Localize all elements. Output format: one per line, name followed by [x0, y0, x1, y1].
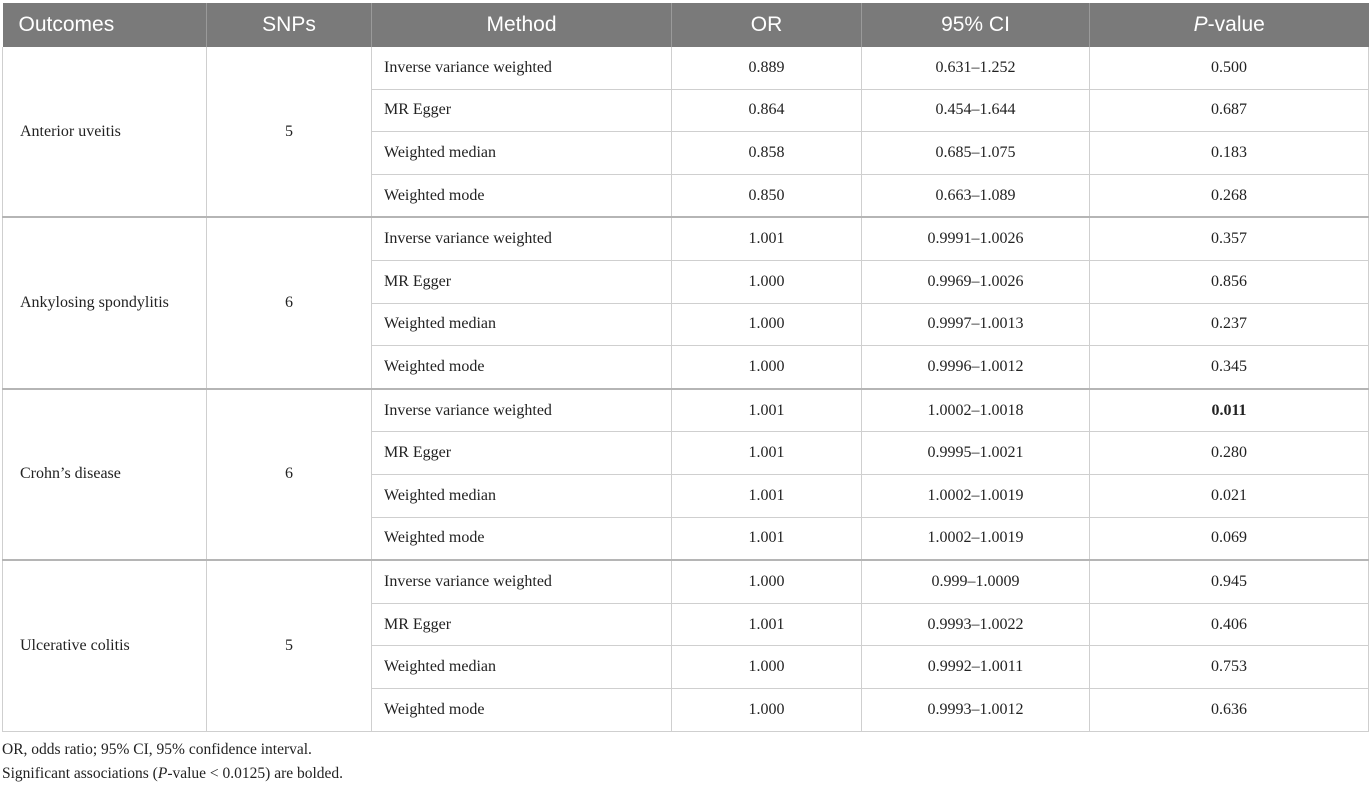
- p-value-cell: 0.183: [1090, 132, 1369, 175]
- or-cell: 1.000: [672, 560, 862, 603]
- outcome-cell: Anterior uveitis: [3, 47, 207, 217]
- footnote-significance: [2, 762, 343, 786]
- or-cell: 1.000: [672, 303, 862, 346]
- method-cell: Inverse variance weighted: [372, 47, 672, 89]
- or-cell: 0.889: [672, 47, 862, 89]
- or-cell: 1.001: [672, 474, 862, 517]
- p-value-cell: 0.357: [1090, 217, 1369, 260]
- or-cell: 1.000: [672, 688, 862, 731]
- or-cell: 1.000: [672, 260, 862, 303]
- method-cell: Inverse variance weighted: [372, 560, 672, 603]
- ci-cell: 0.9993–1.0022: [862, 603, 1090, 646]
- header-p-value: [1090, 3, 1369, 47]
- p-value-cell: 0.069: [1090, 517, 1369, 560]
- p-value-cell: 0.856: [1090, 260, 1369, 303]
- method-cell: Inverse variance weighted: [372, 217, 672, 260]
- outcome-cell: Ankylosing spondylitis: [3, 217, 207, 388]
- header-row: [3, 3, 1369, 47]
- footnote-significance-post: -value < 0.0125) are bolded.: [167, 765, 344, 782]
- results-table: [2, 3, 1369, 732]
- ci-cell: 0.685–1.075: [862, 132, 1090, 175]
- or-cell: 1.000: [672, 646, 862, 689]
- snps-cell: 6: [207, 389, 372, 560]
- header-p-rest: -value: [1207, 13, 1265, 36]
- p-value-cell: 0.237: [1090, 303, 1369, 346]
- table-row: [3, 560, 1369, 603]
- ci-cell: 1.0002–1.0019: [862, 474, 1090, 517]
- method-cell: MR Egger: [372, 260, 672, 303]
- ci-cell: 0.663–1.089: [862, 174, 1090, 217]
- snps-cell: 5: [207, 47, 372, 217]
- ci-cell: 1.0002–1.0018: [862, 389, 1090, 432]
- table-footnotes: [2, 738, 343, 786]
- method-cell: Weighted mode: [372, 688, 672, 731]
- method-cell: Weighted mode: [372, 346, 672, 389]
- header-ci: 95% CI: [862, 3, 1090, 47]
- ci-cell: 0.9995–1.0021: [862, 432, 1090, 475]
- or-cell: 1.001: [672, 389, 862, 432]
- or-cell: 1.001: [672, 217, 862, 260]
- p-value-cell: 0.280: [1090, 432, 1369, 475]
- outcome-cell: Crohn’s disease: [3, 389, 207, 560]
- ci-cell: 0.9992–1.0011: [862, 646, 1090, 689]
- footnote-abbreviations: OR, odds ratio; 95% CI, 95% confidence interval.: [2, 741, 312, 758]
- p-value-cell: 0.021: [1090, 474, 1369, 517]
- or-cell: 1.001: [672, 603, 862, 646]
- p-value-cell: 0.345: [1090, 346, 1369, 389]
- ci-cell: 0.9969–1.0026: [862, 260, 1090, 303]
- method-cell: Weighted median: [372, 646, 672, 689]
- method-cell: MR Egger: [372, 432, 672, 475]
- p-value-cell: 0.268: [1090, 174, 1369, 217]
- ci-cell: 0.9993–1.0012: [862, 688, 1090, 731]
- header-p-italic: P: [1193, 13, 1208, 36]
- method-cell: MR Egger: [372, 89, 672, 132]
- header-snps: SNPs: [207, 3, 372, 47]
- footnote-significance-italic: P: [157, 765, 168, 782]
- method-cell: Weighted median: [372, 132, 672, 175]
- header-method: Method: [372, 3, 672, 47]
- method-cell: Weighted median: [372, 474, 672, 517]
- header-or: OR: [672, 3, 862, 47]
- or-cell: 1.001: [672, 432, 862, 475]
- ci-cell: 0.9991–1.0026: [862, 217, 1090, 260]
- method-cell: Weighted median: [372, 303, 672, 346]
- outcome-cell: Ulcerative colitis: [3, 560, 207, 731]
- ci-cell: 0.9996–1.0012: [862, 346, 1090, 389]
- or-cell: 0.858: [672, 132, 862, 175]
- table-row: [3, 217, 1369, 260]
- ci-cell: 1.0002–1.0019: [862, 517, 1090, 560]
- method-cell: Weighted mode: [372, 174, 672, 217]
- ci-cell: 0.9997–1.0013: [862, 303, 1090, 346]
- or-cell: 1.001: [672, 517, 862, 560]
- method-cell: Weighted mode: [372, 517, 672, 560]
- p-value-cell: 0.753: [1090, 646, 1369, 689]
- table-row: [3, 389, 1369, 432]
- table-row: [3, 47, 1369, 89]
- method-cell: MR Egger: [372, 603, 672, 646]
- p-value-cell: 0.500: [1090, 47, 1369, 89]
- table-body: [3, 47, 1369, 731]
- or-cell: 0.864: [672, 89, 862, 132]
- p-value-cell: 0.406: [1090, 603, 1369, 646]
- p-value-cell: 0.011: [1090, 389, 1369, 432]
- p-value-cell: 0.945: [1090, 560, 1369, 603]
- snps-cell: 6: [207, 217, 372, 388]
- or-cell: 0.850: [672, 174, 862, 217]
- method-cell: Inverse variance weighted: [372, 389, 672, 432]
- ci-cell: 0.999–1.0009: [862, 560, 1090, 603]
- or-cell: 1.000: [672, 346, 862, 389]
- footnote-significance-pre: Significant associations (: [2, 765, 158, 782]
- snps-cell: 5: [207, 560, 372, 731]
- ci-cell: 0.631–1.252: [862, 47, 1090, 89]
- p-value-cell: 0.687: [1090, 89, 1369, 132]
- p-value-cell: 0.636: [1090, 688, 1369, 731]
- ci-cell: 0.454–1.644: [862, 89, 1090, 132]
- header-outcomes: Outcomes: [3, 3, 207, 47]
